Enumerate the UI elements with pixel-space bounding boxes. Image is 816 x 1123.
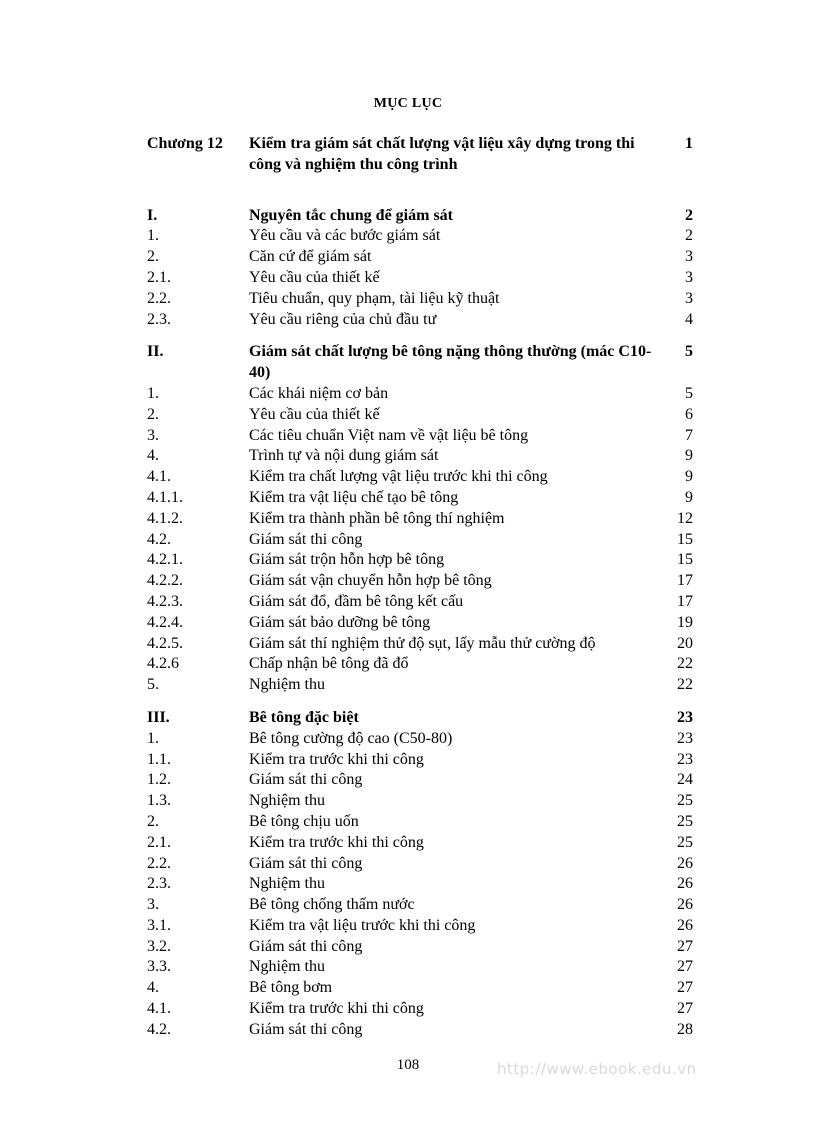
toc-entry: [147, 206, 693, 227]
toc-entry: [147, 750, 693, 771]
toc-entry-number: 4.: [147, 447, 159, 465]
toc-entry-title: Trình tự và nội dung giám sát: [249, 447, 439, 465]
toc-entry-page: 28: [677, 1020, 693, 1038]
toc-entry: [147, 999, 693, 1020]
toc-entry-number: 4.1.: [147, 1000, 171, 1018]
toc-entry-page: 2: [685, 206, 693, 224]
toc-entry: [147, 770, 693, 791]
toc-entry-title: Giám sát đổ, đầm bê tông kết cấu: [249, 592, 464, 610]
toc-entry-title: Chấp nhận bê tông đã đổ: [249, 655, 409, 673]
toc-entry-number: 4.2.1.: [147, 551, 183, 569]
toc-entry-number: 4.2.: [147, 530, 171, 548]
toc-entry-title: Nghiệm thu: [249, 792, 325, 810]
toc-entry-number: Chương 12: [147, 135, 223, 152]
toc-entry: [147, 488, 693, 509]
toc-entry: [147, 426, 693, 447]
toc-entry: [147, 895, 693, 916]
toc-entry-number: 4.1.: [147, 468, 171, 486]
toc-entry-page: 23: [677, 708, 693, 726]
toc-entry-page: 26: [677, 875, 693, 893]
toc-entry-page: 9: [685, 468, 693, 486]
toc-entry-number: 4.2.6: [147, 655, 179, 673]
toc-entry: [147, 405, 693, 426]
toc-entry-number: 4.2.2.: [147, 572, 183, 590]
toc-entry-number: 4.: [147, 979, 159, 997]
toc-entry-number: 1.2.: [147, 771, 171, 789]
toc-entry-title: Các tiêu chuẩn Việt nam về vật liệu bê tông: [249, 426, 529, 444]
toc-entry-page: 26: [677, 854, 693, 872]
toc-entry-page: 3: [685, 268, 693, 286]
toc-entry-number: II.: [147, 343, 164, 361]
toc-entry-title: Bê tông chịu uốn: [249, 812, 359, 830]
toc-entry-number: 3.: [147, 426, 159, 444]
toc-entry-page: 17: [677, 592, 693, 610]
toc-entry-number: 1.: [147, 384, 159, 402]
toc-entry-page: 1: [685, 135, 693, 152]
toc-entry-title: Kiểm tra vật liệu chế tạo bê tông: [249, 488, 459, 506]
toc-entry: [147, 833, 693, 854]
toc-entry-page: 25: [677, 812, 693, 830]
toc-entry-page: 7: [685, 426, 693, 444]
toc-entry: [147, 467, 693, 488]
toc-entry-page: 9: [685, 447, 693, 465]
toc-entry-page: 20: [677, 634, 693, 652]
table-of-contents: [147, 134, 693, 1041]
toc-entry-title: Giám sát bảo dưỡng bê tông: [249, 613, 431, 631]
toc-entry-title: Giám sát thi công: [249, 771, 363, 789]
toc-entry-page: 23: [677, 729, 693, 747]
toc-entry-title: Bê tông chống thấm nước: [249, 896, 415, 914]
toc-entry-page: 27: [677, 979, 693, 997]
toc-entry-number: 4.2.4.: [147, 613, 183, 631]
toc-entry: [147, 289, 693, 310]
toc-entry-number: 2.3.: [147, 875, 171, 893]
toc-entry-page: 25: [677, 792, 693, 810]
page-number: 108: [396, 1057, 420, 1073]
toc-entry-page: 15: [677, 551, 693, 569]
toc-entry: [147, 342, 693, 384]
toc-entry-title: Kiểm tra giám sát chất lượng vật liệu xây dựng trong thi công và nghiệm thu công trình: [249, 135, 635, 173]
toc-entry-title: Tiêu chuẩn, quy phạm, tài liệu kỹ thuật: [249, 289, 500, 307]
toc-entry: [147, 530, 693, 551]
toc-entry-title: Nghiệm thu: [249, 676, 325, 694]
toc-entry-number: 2.: [147, 812, 159, 830]
toc-entry-title: Nghiệm thu: [249, 875, 325, 893]
toc-entry: [147, 384, 693, 405]
toc-entry-page: 3: [685, 289, 693, 307]
toc-entry-page: 15: [677, 530, 693, 548]
toc-entry-page: 27: [677, 937, 693, 955]
toc-entry-page: 26: [677, 896, 693, 914]
toc-entry-page: 23: [677, 750, 693, 768]
toc-entry-number: 2.1.: [147, 833, 171, 851]
toc-entry-page: 2: [685, 227, 693, 245]
toc-entry-title: Kiểm tra trước khi thi công: [249, 833, 424, 851]
toc-entry-title: Bê tông cường độ cao (C50-80): [249, 729, 453, 747]
toc-entry-title: Yêu cầu riêng của chủ đầu tư: [249, 310, 437, 328]
toc-entry-number: 4.1.2.: [147, 509, 183, 527]
watermark-url: http://www.ebook.edu.vn: [497, 1060, 697, 1078]
toc-entry-page: 5: [685, 343, 693, 361]
toc-entry-title: Các khái niệm cơ bản: [249, 384, 389, 402]
toc-entry: [147, 937, 693, 958]
toc-entry-page: 6: [685, 405, 693, 423]
toc-entry-title: Kiểm tra thành phần bê tông thí nghiệm: [249, 509, 505, 527]
toc-entry-page: 22: [677, 676, 693, 694]
toc-entry-title: Giám sát thi công: [249, 854, 363, 872]
toc-entry-title: Giám sát vận chuyển hỗn hợp bê tông: [249, 572, 492, 590]
toc-entry-page: 26: [677, 916, 693, 934]
toc-entry: [147, 550, 693, 571]
toc-entry-number: 4.1.1.: [147, 488, 183, 506]
toc-entry: [147, 310, 693, 331]
toc-entry-number: 1.: [147, 227, 159, 245]
toc-entry-number: 2.: [147, 248, 159, 266]
toc-entry-page: 17: [677, 572, 693, 590]
toc-entry: [147, 509, 693, 530]
toc-entry-page: 22: [677, 655, 693, 673]
toc-entry-title: Giám sát trộn hỗn hợp bê tông: [249, 551, 445, 569]
toc-entry-number: 1.3.: [147, 792, 171, 810]
toc-entry: [147, 571, 693, 592]
toc-entry: [147, 874, 693, 895]
toc-entry: [147, 675, 693, 696]
toc-entry: [147, 978, 693, 999]
toc-entry-title: Nghiệm thu: [249, 958, 325, 976]
toc-entry-title: Giám sát thi công: [249, 530, 363, 548]
toc-entry-page: 3: [685, 248, 693, 266]
toc-entry: [147, 654, 693, 675]
toc-entry-page: 12: [677, 509, 693, 527]
toc-entry-number: 4.2.3.: [147, 592, 183, 610]
toc-entry-title: Giám sát chất lượng bê tông nặng thông thường (mác C10-40): [249, 343, 652, 382]
toc-entry-number: 1.: [147, 729, 159, 747]
toc-entry: [147, 247, 693, 268]
toc-entry-number: 2.2.: [147, 854, 171, 872]
toc-entry-number: 2.3.: [147, 310, 171, 328]
toc-entry: [147, 446, 693, 467]
toc-entry-number: 2.: [147, 405, 159, 423]
toc-entry-number: III.: [147, 708, 170, 726]
toc-entry: [147, 613, 693, 634]
toc-entry: [147, 916, 693, 937]
toc-entry: [147, 226, 693, 247]
toc-entry-number: 3.1.: [147, 916, 171, 934]
toc-entry-number: 2.2.: [147, 289, 171, 307]
toc-entry-page: 5: [685, 384, 693, 402]
toc-entry-page: 19: [677, 613, 693, 631]
toc-entry-number: 2.1.: [147, 268, 171, 286]
toc-entry-page: 4: [685, 310, 693, 328]
toc-entry-title: Giám sát thí nghiệm thử độ sụt, lấy mẫu thử cường độ: [249, 634, 596, 652]
toc-entry-number: 4.2.: [147, 1020, 171, 1038]
toc-entry-number: 3.2.: [147, 937, 171, 955]
toc-entry-title: Yêu cầu của thiết kế: [249, 405, 380, 423]
toc-entry-number: 4.2.5.: [147, 634, 183, 652]
toc-entry-page: 24: [677, 771, 693, 789]
toc-entry: [147, 708, 693, 729]
toc-entry-title: Bê tông đặc biệt: [249, 708, 359, 726]
toc-entry: [147, 854, 693, 875]
toc-entry-title: Kiểm tra chất lượng vật liệu trước khi thi công: [249, 468, 548, 486]
toc-entry-number: I.: [147, 206, 158, 224]
toc-entry-title: Nguyên tắc chung để giám sát: [249, 206, 454, 224]
toc-entry-title: Giám sát thi công: [249, 937, 363, 955]
toc-entry: [147, 268, 693, 289]
toc-entry-title: Căn cứ để giám sát: [249, 248, 372, 266]
toc-entry-number: 5.: [147, 676, 159, 694]
toc-entry-title: Kiểm tra trước khi thi công: [249, 750, 424, 768]
toc-entry: [147, 134, 693, 176]
toc-entry: [147, 957, 693, 978]
toc-entry-page: 9: [685, 488, 693, 506]
toc-entry-number: 3.3.: [147, 958, 171, 976]
toc-entry: [147, 634, 693, 655]
toc-entry: [147, 791, 693, 812]
toc-entry: [147, 592, 693, 613]
toc-entry-title: Kiểm tra trước khi thi công: [249, 1000, 424, 1018]
toc-entry-number: 3.: [147, 896, 159, 914]
toc-entry-title: Kiểm tra vật liệu trước khi thi công: [249, 916, 476, 934]
page-title: MỤC LỤC: [373, 96, 443, 111]
toc-entry-page: 25: [677, 833, 693, 851]
toc-entry-title: Giám sát thi công: [249, 1020, 363, 1038]
toc-entry-title: Yêu cầu của thiết kế: [249, 268, 380, 286]
toc-entry-number: 1.1.: [147, 750, 171, 768]
toc-entry-page: 27: [677, 958, 693, 976]
toc-entry-title: Bê tông bơm: [249, 979, 333, 997]
toc-entry: [147, 812, 693, 833]
toc-entry: [147, 1020, 693, 1041]
toc-entry-title: Yêu cầu và các bước giám sát: [249, 227, 441, 245]
toc-entry: [147, 729, 693, 750]
toc-entry-page: 27: [677, 1000, 693, 1018]
